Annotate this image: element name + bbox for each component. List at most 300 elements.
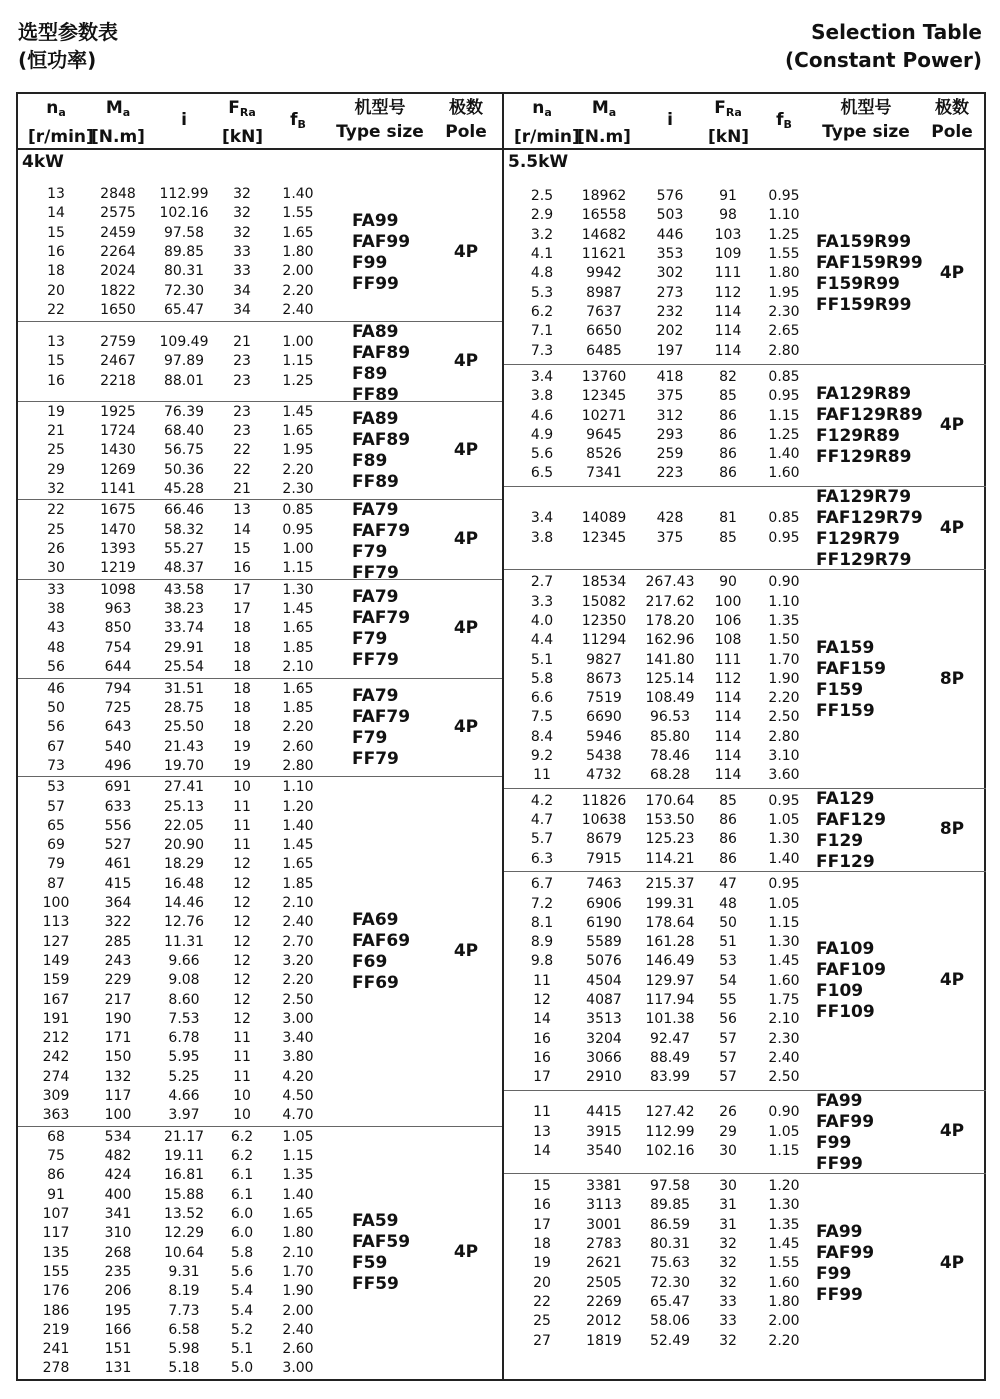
cell-ma: 12345 <box>581 388 627 405</box>
cell-ma: 151 <box>104 1341 132 1358</box>
cell-na: 12 <box>533 992 551 1009</box>
cell-fb: 1.05 <box>768 812 800 829</box>
header-ma-sub: a <box>122 106 131 119</box>
type-size: F99 <box>816 1132 852 1153</box>
cell-fb: 2.30 <box>768 303 800 320</box>
cell-i: 102.16 <box>645 1143 695 1160</box>
cell-na: 274 <box>42 1068 70 1085</box>
cell-fb: 1.15 <box>768 1143 800 1160</box>
cell-na: 19 <box>533 1255 551 1272</box>
cell-fra: 21 <box>233 334 251 351</box>
cell-ma: 10271 <box>581 407 627 424</box>
header-ma-unit: [N.m] <box>91 127 145 147</box>
cell-na: 16 <box>47 372 65 389</box>
type-size: FF129R79 <box>816 549 912 570</box>
cell-fra: 30 <box>719 1178 737 1195</box>
cell-i: 68.28 <box>649 767 691 784</box>
cell-fb: 1.15 <box>282 353 314 370</box>
type-size: FF89 <box>352 472 399 493</box>
cell-fra: 32 <box>719 1274 737 1291</box>
column-header-row <box>18 94 502 150</box>
cell-fra: 108 <box>714 632 742 649</box>
cell-fra: 17 <box>233 581 251 598</box>
cell-fra: 81 <box>719 510 737 527</box>
cell-i: 80.31 <box>163 263 205 280</box>
header-pole-cn: 极数 <box>449 98 483 118</box>
type-size-list <box>352 1211 410 1295</box>
cell-fra: 11 <box>233 798 251 815</box>
cell-na: 50 <box>47 699 65 716</box>
cell-na: 16 <box>533 1030 551 1047</box>
cell-i: 22.05 <box>163 817 205 834</box>
header-fra-symbol <box>708 96 748 125</box>
cell-na: 86 <box>47 1167 65 1184</box>
cell-ma: 3113 <box>586 1197 622 1214</box>
cell-na: 87 <box>47 875 65 892</box>
cell-na: 6.7 <box>530 876 554 893</box>
cell-na: 26 <box>47 541 65 558</box>
cell-i: 21.43 <box>163 738 205 755</box>
pole-count: 4P <box>453 1242 479 1263</box>
cell-fra: 12 <box>233 991 251 1008</box>
cell-na: 3.2 <box>530 226 554 243</box>
cell-i: 83.99 <box>649 1069 691 1086</box>
cell-fra: 86 <box>719 831 737 848</box>
cell-fra: 6.2 <box>230 1128 254 1145</box>
cell-i: 18.29 <box>163 856 205 873</box>
type-size-list <box>816 1091 874 1175</box>
cell-i: 428 <box>656 510 684 527</box>
cell-na: 4.1 <box>530 246 554 262</box>
header-fra-symbol <box>222 96 262 125</box>
cell-i: 112.99 <box>645 1123 695 1140</box>
cell-fra: 10 <box>233 1088 251 1105</box>
cell-na: 2.5 <box>530 188 554 205</box>
cell-fra: 32 <box>233 186 251 203</box>
cell-ma: 171 <box>104 1030 132 1047</box>
header-fra <box>222 96 262 149</box>
cell-i: 25.54 <box>163 659 205 676</box>
cell-i: 178.20 <box>645 612 695 629</box>
cell-fb: 1.20 <box>768 1178 800 1195</box>
cell-ma: 16558 <box>581 207 627 224</box>
cell-na: 46 <box>47 680 65 697</box>
cell-na: 14 <box>533 1011 551 1028</box>
cell-na: 38 <box>47 601 65 618</box>
header-na-symbol <box>514 96 570 125</box>
cell-fb: 1.05 <box>768 895 800 912</box>
type-size: FA159 <box>816 637 875 658</box>
cell-na: 3.8 <box>530 529 554 546</box>
cell-fra: 11 <box>233 837 251 854</box>
header-type-en: Type size <box>336 122 424 142</box>
cell-ma: 217 <box>104 991 132 1008</box>
cell-fra: 106 <box>714 612 742 629</box>
cell-fra: 85 <box>719 792 737 809</box>
cell-na: 18 <box>47 263 65 280</box>
type-size: FA129R79 <box>816 486 912 507</box>
cell-fb: 0.95 <box>768 388 800 405</box>
header-right <box>785 18 982 74</box>
subtitle-en: (Constant Power) <box>785 48 982 72</box>
cell-fra: 50 <box>719 914 737 931</box>
header-fra-unit: [kN] <box>222 127 264 147</box>
cell-fb: 1.65 <box>282 680 314 697</box>
cell-na: 15 <box>47 353 65 370</box>
cell-i: 38.23 <box>163 601 205 618</box>
cell-fra: 86 <box>719 446 737 463</box>
type-size: FF79 <box>352 748 399 769</box>
model-group <box>504 1090 986 1174</box>
cell-i: 3.97 <box>168 1107 200 1124</box>
type-size: FF129 <box>816 851 875 872</box>
type-size-list <box>816 1222 874 1306</box>
type-size: FF69 <box>352 972 399 993</box>
cell-ma: 4732 <box>586 767 622 784</box>
cell-i: 14.46 <box>163 895 205 912</box>
cell-ma: 2621 <box>586 1255 622 1272</box>
cell-fb: 2.80 <box>282 757 314 774</box>
cell-fb: 4.70 <box>282 1107 314 1124</box>
pole-count: 4P <box>453 716 479 737</box>
header-fb-sym: f <box>290 110 298 130</box>
type-size: F89 <box>352 364 388 385</box>
cell-fb: 4.20 <box>282 1068 314 1085</box>
cell-i: 6.58 <box>168 1321 200 1338</box>
cell-i: 15.88 <box>163 1186 205 1203</box>
type-size: F99 <box>352 252 388 273</box>
cell-fra: 12 <box>233 972 251 989</box>
cell-i: 85.80 <box>649 728 691 745</box>
cell-fb: 1.90 <box>768 670 800 687</box>
cell-i: 28.75 <box>163 699 205 716</box>
cell-fb: 3.00 <box>282 1360 314 1377</box>
cell-ma: 400 <box>104 1186 132 1203</box>
model-group <box>504 788 986 872</box>
cell-i: 11.31 <box>163 933 205 950</box>
type-size: FA99 <box>816 1090 863 1111</box>
cell-i: 16.48 <box>163 875 205 892</box>
cell-na: 363 <box>42 1107 70 1124</box>
cell-na: 19 <box>47 403 65 420</box>
cell-fra: 86 <box>719 465 737 482</box>
model-group <box>18 678 502 778</box>
cell-na: 14 <box>533 1143 551 1160</box>
cell-fb: 2.20 <box>768 1332 800 1349</box>
cell-i: 178.64 <box>645 914 695 931</box>
cell-fra: 19 <box>233 757 251 774</box>
cell-i: 97.58 <box>649 1178 691 1195</box>
cell-na: 4.9 <box>530 426 554 443</box>
cell-fb: 0.95 <box>768 792 800 809</box>
cell-fra: 12 <box>233 895 251 912</box>
cell-ma: 1393 <box>100 541 136 558</box>
cell-i: 153.50 <box>645 812 695 829</box>
cell-na: 155 <box>42 1263 70 1280</box>
cell-fra: 18 <box>233 680 251 697</box>
cell-na: 2.7 <box>530 574 554 591</box>
cell-na: 186 <box>42 1302 70 1319</box>
cell-fra: 5.8 <box>230 1244 254 1261</box>
cell-na: 212 <box>42 1030 70 1047</box>
cell-i: 141.80 <box>645 651 695 668</box>
cell-fra: 23 <box>233 353 251 370</box>
cell-ma: 1269 <box>100 461 136 478</box>
cell-i: 9.66 <box>168 952 200 969</box>
cell-na: 56 <box>47 659 65 676</box>
cell-i: 223 <box>656 465 684 482</box>
pole-count: 4P <box>939 970 965 991</box>
cell-ma: 2505 <box>586 1274 622 1291</box>
cell-fb: 1.25 <box>768 226 800 243</box>
cell-fra: 15 <box>233 541 251 558</box>
cell-na: 65 <box>47 817 65 834</box>
cell-i: 108.49 <box>645 690 695 707</box>
cell-ma: 7637 <box>586 303 622 320</box>
cell-fra: 33 <box>233 244 251 260</box>
cell-i: 72.30 <box>163 282 205 299</box>
cell-fb: 2.20 <box>282 719 314 736</box>
cell-i: 25.13 <box>163 798 205 815</box>
subtitle-cn: (恒功率) <box>18 48 97 72</box>
cell-na: 56 <box>47 719 65 736</box>
cell-fra: 21 <box>233 480 251 497</box>
cell-na: 219 <box>42 1321 70 1338</box>
cell-ma: 341 <box>104 1206 132 1223</box>
type-size: FF159 <box>816 700 875 721</box>
type-size: FAF99 <box>816 1243 875 1264</box>
cell-na: 9.2 <box>530 748 554 765</box>
header-pole <box>912 96 992 144</box>
cell-ma: 850 <box>104 620 132 637</box>
cell-na: 91 <box>47 1186 65 1203</box>
header-type-en: Type size <box>822 122 910 142</box>
cell-na: 8.4 <box>530 728 554 745</box>
cell-i: 146.49 <box>645 953 695 970</box>
cell-fra: 12 <box>233 875 251 892</box>
cell-i: 50.36 <box>163 461 205 478</box>
cell-fb: 2.20 <box>282 461 314 478</box>
cell-ma: 8987 <box>586 284 622 301</box>
cell-na: 5.1 <box>530 651 554 668</box>
cell-fb: 3.80 <box>282 1049 314 1066</box>
type-size: FAF129R79 <box>816 507 923 528</box>
header-fb-sub: B <box>783 118 792 131</box>
cell-ma: 6190 <box>586 914 622 931</box>
cell-fb: 1.65 <box>282 1206 314 1223</box>
cell-fb: 1.70 <box>282 1263 314 1280</box>
cell-na: 113 <box>42 914 70 931</box>
cell-na: 18 <box>533 1236 551 1253</box>
cell-fra: 18 <box>233 719 251 736</box>
cell-ma: 3513 <box>586 1011 622 1028</box>
cell-ma: 8673 <box>586 670 622 687</box>
type-size: FAF89 <box>352 430 411 451</box>
pole-count: 8P <box>939 819 965 840</box>
cell-i: 101.38 <box>645 1011 695 1028</box>
cell-fb: 1.40 <box>282 817 314 834</box>
cell-fra: 29 <box>719 1123 737 1140</box>
pole-count: 4P <box>939 1121 965 1142</box>
cell-na: 5.6 <box>530 446 554 463</box>
cell-fb: 1.40 <box>768 446 800 463</box>
cell-i: 112.99 <box>159 186 209 203</box>
cell-fra: 6.1 <box>230 1186 254 1203</box>
cell-ma: 243 <box>104 952 132 969</box>
cell-na: 7.2 <box>530 895 554 912</box>
cell-fra: 5.4 <box>230 1283 254 1300</box>
header-i-sym: i <box>667 110 673 130</box>
type-size: FAF129 <box>816 809 886 830</box>
cell-i: 202 <box>656 323 684 340</box>
cell-fra: 47 <box>719 876 737 893</box>
cell-i: 109.49 <box>159 334 209 351</box>
cell-fb: 0.85 <box>768 368 800 385</box>
cell-na: 13 <box>47 334 65 351</box>
cell-ma: 5076 <box>586 953 622 970</box>
cell-na: 75 <box>47 1148 65 1165</box>
cell-fb: 1.10 <box>768 207 800 224</box>
cell-i: 5.95 <box>168 1049 200 1066</box>
type-size: FAF99 <box>816 1111 875 1132</box>
type-size: FA99 <box>352 210 399 231</box>
cell-na: 27 <box>533 1332 551 1349</box>
type-size: FAF129R89 <box>816 404 923 425</box>
cell-ma: 18534 <box>581 574 627 591</box>
cell-na: 16 <box>533 1049 551 1066</box>
cell-ma: 3066 <box>586 1049 622 1066</box>
cell-na: 25 <box>47 521 65 538</box>
model-group <box>18 776 502 1127</box>
cell-fb: 2.20 <box>282 972 314 989</box>
cell-fra: 114 <box>714 690 742 707</box>
cell-na: 127 <box>42 933 70 950</box>
cell-fra: 5.6 <box>230 1263 254 1280</box>
type-size-list <box>816 487 923 571</box>
cell-ma: 540 <box>104 738 132 755</box>
title-en: Selection Table <box>811 20 982 44</box>
cell-fb: 2.40 <box>768 1049 800 1066</box>
type-size: FA129R89 <box>816 383 912 404</box>
cell-ma: 643 <box>104 719 132 736</box>
cell-ma: 1675 <box>100 502 136 519</box>
cell-na: 117 <box>42 1225 70 1242</box>
cell-i: 68.40 <box>163 423 205 440</box>
cell-ma: 2467 <box>100 353 136 370</box>
cell-ma: 1141 <box>100 480 136 497</box>
cell-fb: 1.25 <box>282 372 314 389</box>
cell-na: 57 <box>47 798 65 815</box>
cell-na: 11 <box>533 972 551 989</box>
cell-na: 53 <box>47 779 65 796</box>
cell-i: 170.64 <box>645 792 695 809</box>
cell-fra: 13 <box>233 502 251 519</box>
cell-i: 89.85 <box>649 1197 691 1214</box>
cell-na: 15 <box>47 224 65 241</box>
cell-fra: 112 <box>714 670 742 687</box>
cell-ma: 18962 <box>581 188 627 205</box>
cell-na: 176 <box>42 1283 70 1300</box>
cell-na: 7.5 <box>530 709 554 726</box>
type-size: FF159R99 <box>816 294 912 315</box>
cell-fra: 12 <box>233 856 251 873</box>
header-fra-unit: [kN] <box>708 127 750 147</box>
cell-ma: 461 <box>104 856 132 873</box>
cell-ma: 2910 <box>586 1069 622 1086</box>
cell-ma: 4087 <box>586 992 622 1009</box>
cell-ma: 15082 <box>581 593 627 610</box>
cell-ma: 7463 <box>586 876 622 893</box>
cell-na: 100 <box>42 895 70 912</box>
cell-fra: 10 <box>233 779 251 796</box>
cell-i: 293 <box>656 426 684 443</box>
cell-fra: 11 <box>233 1068 251 1085</box>
cell-fra: 16 <box>233 560 251 577</box>
cell-fb: 1.50 <box>768 632 800 649</box>
cell-ma: 229 <box>104 972 132 989</box>
pole-count: 4P <box>453 940 479 961</box>
header-na-unit: [r/min] <box>28 127 94 147</box>
cell-i: 29.91 <box>163 639 205 656</box>
cell-na: 4.4 <box>530 632 554 649</box>
cell-ma: 963 <box>104 601 132 618</box>
cell-fb: 1.55 <box>282 205 314 222</box>
cell-fb: 2.00 <box>768 1313 800 1330</box>
header-pole-en: Pole <box>445 122 487 142</box>
cell-na: 33 <box>47 581 65 598</box>
cell-fra: 6.0 <box>230 1225 254 1242</box>
cell-ma: 1470 <box>100 521 136 538</box>
cell-ma: 6906 <box>586 895 622 912</box>
cell-fra: 114 <box>714 709 742 726</box>
cell-fra: 111 <box>714 651 742 668</box>
cell-na: 16 <box>533 1197 551 1214</box>
header-i-symbol <box>153 108 215 132</box>
cell-fb: 2.50 <box>282 991 314 1008</box>
cell-fb: 1.25 <box>768 426 800 443</box>
cell-i: 43.58 <box>163 581 205 598</box>
cell-ma: 5438 <box>586 748 622 765</box>
cell-fb: 1.10 <box>282 779 314 796</box>
cell-fra: 91 <box>719 188 737 205</box>
cell-fra: 10 <box>233 1107 251 1124</box>
cell-i: 66.46 <box>163 502 205 519</box>
pole-count: 4P <box>939 414 965 435</box>
cell-i: 9.08 <box>168 972 200 989</box>
cell-fb: 1.15 <box>768 407 800 424</box>
cell-fra: 86 <box>719 850 737 867</box>
cell-i: 86.59 <box>649 1216 691 1233</box>
header-fra-sym: F <box>228 98 240 118</box>
cell-ma: 1219 <box>100 560 136 577</box>
cell-i: 102.16 <box>159 205 209 222</box>
header-na-sym: n <box>46 98 59 118</box>
type-size: FAF89 <box>352 343 411 364</box>
type-size: F129R79 <box>816 528 900 549</box>
cell-na: 6.3 <box>530 850 554 867</box>
cell-fb: 1.80 <box>282 1225 314 1242</box>
cell-fb: 1.05 <box>282 1128 314 1145</box>
cell-fb: 1.85 <box>282 699 314 716</box>
cell-na: 43 <box>47 620 65 637</box>
type-size-list <box>352 910 410 994</box>
cell-fra: 98 <box>719 207 737 224</box>
cell-fb: 1.55 <box>768 246 800 262</box>
type-size: F159 <box>816 679 864 700</box>
cell-fb: 1.05 <box>768 1123 800 1140</box>
cell-i: 33.74 <box>163 620 205 637</box>
cell-ma: 2459 <box>100 224 136 241</box>
